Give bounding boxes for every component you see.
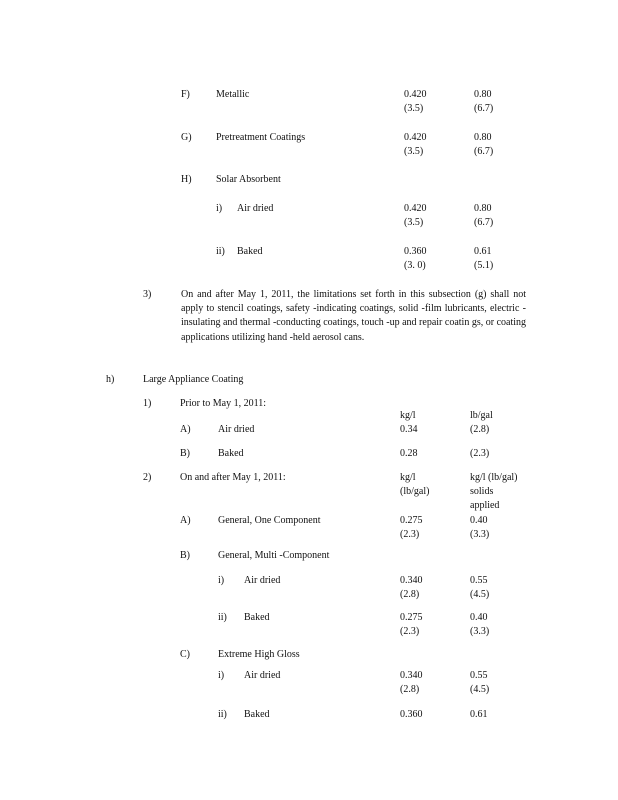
value-lbgal: (3.5)	[404, 217, 424, 228]
item-label: Baked	[244, 709, 270, 720]
value-solids-lbgal: (4.5)	[470, 684, 490, 695]
value-solids-kgl: 0.55	[470, 575, 488, 586]
unit-lbgal: lb/gal	[470, 410, 493, 421]
paragraph-text: On and after May 1, 2011, the limitations set forth in this subsection (g) shall not apply to stencil coatings, safety -indicating coatings, solid -film lubricants, electric -insulating and thermal -conducting coatings, touch -up and repair coatin gs, or coating applications utilizing hand -held aerosol cans.	[181, 289, 526, 343]
subsection-mark: 2)	[143, 472, 152, 483]
value-solids-lbgal: (4.5)	[470, 589, 490, 600]
item-mark: A)	[180, 515, 191, 526]
value-lbgal: (3. 0)	[404, 260, 426, 271]
value-solids-lbgal: (3.3)	[470, 529, 490, 540]
item-mark: C)	[180, 649, 190, 660]
section-mark: h)	[106, 374, 115, 385]
item-mark: ii)	[218, 709, 227, 720]
value-kgl: 0.28	[400, 448, 418, 459]
item-label: Baked	[237, 246, 263, 257]
value-solids-kgl: 0.40	[470, 612, 488, 623]
unit-kgl: kg/l	[400, 410, 416, 421]
value-solids-kgl: 0.80	[474, 89, 492, 100]
item-mark: B)	[180, 550, 190, 561]
item-label: Pretreatment Coatings	[216, 132, 306, 143]
unit-applied: applied	[470, 500, 500, 511]
value-lbgal: (2.3)	[400, 529, 420, 540]
value-kgl: 0.360	[404, 246, 427, 257]
paragraph-mark: 3)	[143, 289, 152, 300]
item-label: General, One Component	[218, 515, 321, 526]
item-mark: H)	[181, 174, 192, 185]
value-solids-lbgal: (6.7)	[474, 103, 494, 114]
item-label: Baked	[218, 448, 244, 459]
item-mark: B)	[180, 448, 190, 459]
unit-solids-kgl-lbgal: kg/l (lb/gal)	[470, 472, 518, 483]
item-label: Extreme High Gloss	[218, 649, 300, 660]
value-solids-lbgal: (6.7)	[474, 146, 494, 157]
value-solids-kgl: 0.61	[470, 709, 488, 720]
value-kgl: 0.420	[404, 89, 427, 100]
item-label: Air dried	[237, 203, 274, 214]
subsection-mark: 1)	[143, 398, 152, 409]
item-mark: A)	[180, 424, 191, 435]
value-kgl: 0.340	[400, 670, 423, 681]
value-lbgal: (2.8)	[400, 589, 420, 600]
value-kgl: 0.275	[400, 515, 423, 526]
value-solids-lbgal: (5.1)	[474, 260, 494, 271]
item-mark: i)	[218, 670, 225, 681]
item-label: Air dried	[244, 575, 281, 586]
subsection-title: Prior to May 1, 2011:	[180, 398, 267, 409]
value-solids-kgl: 0.80	[474, 203, 492, 214]
item-mark: F)	[181, 89, 190, 100]
item-label: Metallic	[216, 89, 250, 100]
item-mark: ii)	[216, 246, 225, 257]
item-mark: i)	[218, 575, 225, 586]
item-mark: ii)	[218, 612, 227, 623]
value-lbgal: (2.8)	[400, 684, 420, 695]
value-lbgal: (3.5)	[404, 103, 424, 114]
unit-kgl: kg/l	[400, 472, 416, 483]
value-solids-kgl: 0.55	[470, 670, 488, 681]
value-solids-lbgal: (6.7)	[474, 217, 494, 228]
value-solids-kgl: 0.40	[470, 515, 488, 526]
section-title: Large Appliance Coating	[143, 374, 244, 385]
value-kgl: 0.420	[404, 132, 427, 143]
value-kgl: 0.340	[400, 575, 423, 586]
item-label: Baked	[244, 612, 270, 623]
unit-lbgal: (lb/gal)	[400, 486, 430, 497]
item-label: Air dried	[218, 424, 255, 435]
value-solids-kgl: 0.80	[474, 132, 492, 143]
value-kgl: 0.360	[400, 709, 423, 720]
value-solids-kgl: 0.61	[474, 246, 492, 257]
value-kgl: 0.420	[404, 203, 427, 214]
value-kgl: 0.275	[400, 612, 423, 623]
item-label: Air dried	[244, 670, 281, 681]
value-lbgal: (3.5)	[404, 146, 424, 157]
item-mark: G)	[181, 132, 192, 143]
item-mark: i)	[216, 203, 223, 214]
unit-solids: solids	[470, 486, 494, 497]
value-lbgal: (2.3)	[470, 448, 490, 459]
subsection-title: On and after May 1, 2011:	[180, 472, 286, 483]
item-label: Solar Absorbent	[216, 174, 281, 185]
value-solids-lbgal: (3.3)	[470, 626, 490, 637]
item-label: General, Multi -Component	[218, 550, 330, 561]
value-kgl: 0.34	[400, 424, 418, 435]
value-lbgal: (2.8)	[470, 424, 490, 435]
value-lbgal: (2.3)	[400, 626, 420, 637]
